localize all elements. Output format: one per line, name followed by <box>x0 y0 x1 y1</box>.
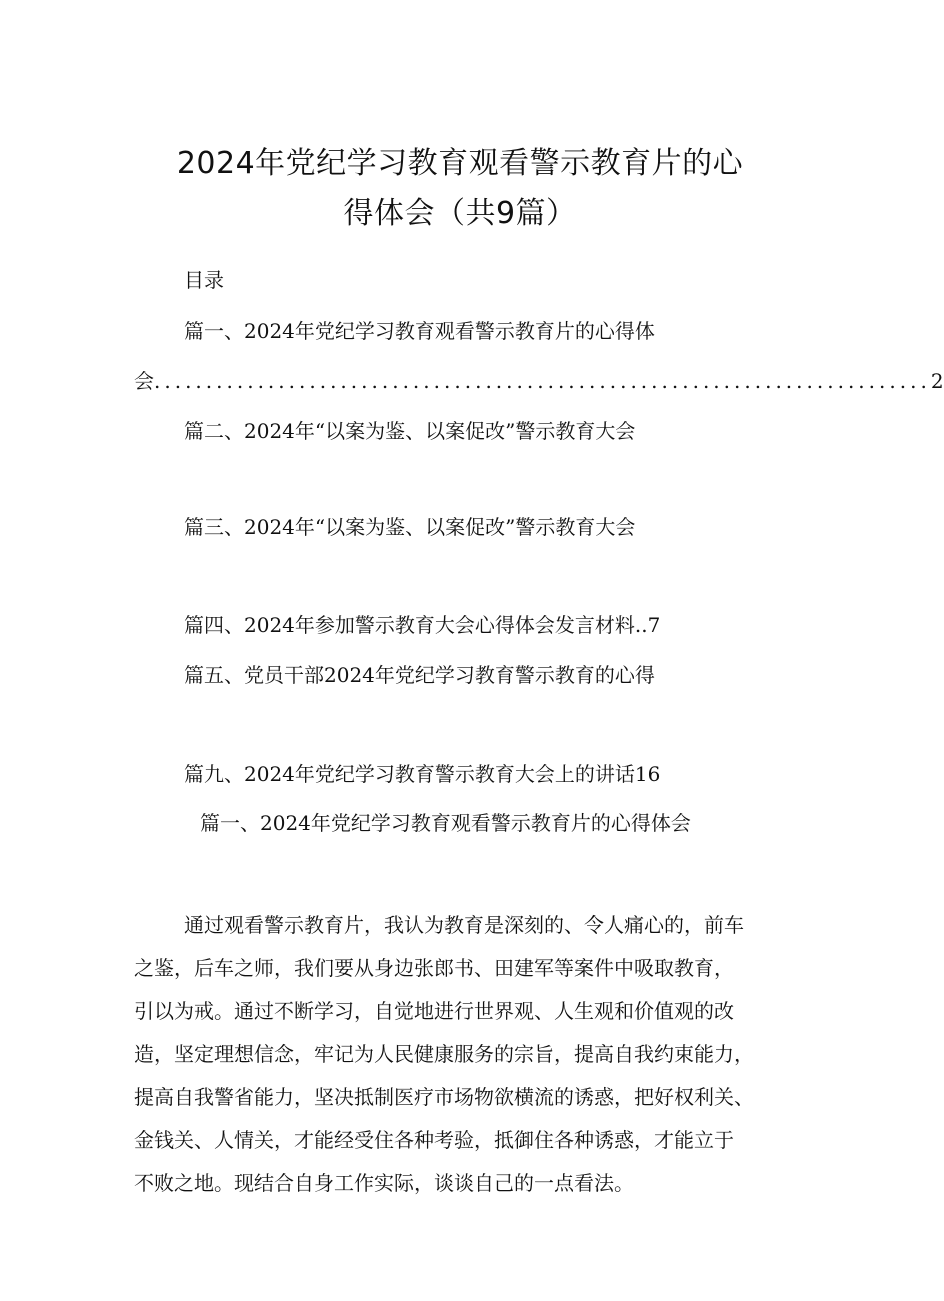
toc-item-4: 篇四、2024年参加警示教育大会心得体会发言材料..7 <box>184 613 661 637</box>
toc-item-5: 篇五、党员干部2024年党纪学习教育警示教育的心得 <box>184 663 655 687</box>
body-line: 之鉴，后车之师，我们要从身边张郎书、田建军等案件中吸取教育， <box>134 956 734 980</box>
body-line: 通过观看警示教育片，我认为教育是深刻的、令人痛心的，前车 <box>184 913 744 937</box>
document-title-line-2: 得体会（共9篇） <box>343 196 577 231</box>
body-line: 提高自我警省能力，坚决抵制医疗市场物欲横流的诱惑，把好权利关、 <box>134 1085 754 1109</box>
toc-heading: 目录 <box>184 268 224 292</box>
body-line: 金钱关、人情关，才能经受住各种考验，抵御住各种诱惑，才能立于 <box>134 1128 734 1152</box>
body-line: 造，坚定理想信念，牢记为人民健康服务的宗旨，提高自我约束能力， <box>134 1042 754 1066</box>
section-heading: 篇一、2024年党纪学习教育观看警示教育片的心得体会 <box>200 811 691 835</box>
toc-item-3: 篇三、2024年“以案为鉴、以案促改”警示教育大会 <box>184 515 636 539</box>
toc-dot-leader: ........................................................................... <box>154 369 931 393</box>
toc-item-1-leader <box>134 368 944 394</box>
body-line: 不败之地。现结合自身工作实际，谈谈自己的一点看法。 <box>134 1171 634 1195</box>
toc-item-1-continuation: 会 <box>134 369 154 393</box>
body-line: 引以为戒。通过不断学习，自觉地进行世界观、人生观和价值观的改 <box>134 999 734 1023</box>
toc-item-6: 篇九、2024年党纪学习教育警示教育大会上的讲话16 <box>184 762 661 786</box>
toc-item-1: 篇一、2024年党纪学习教育观看警示教育片的心得体 <box>184 319 655 343</box>
document-title-line-1: 2024年党纪学习教育观看警示教育片的心 <box>176 146 744 181</box>
toc-item-1-page: 2 <box>930 369 944 393</box>
toc-item-2: 篇二、2024年“以案为鉴、以案促改”警示教育大会 <box>184 419 636 443</box>
